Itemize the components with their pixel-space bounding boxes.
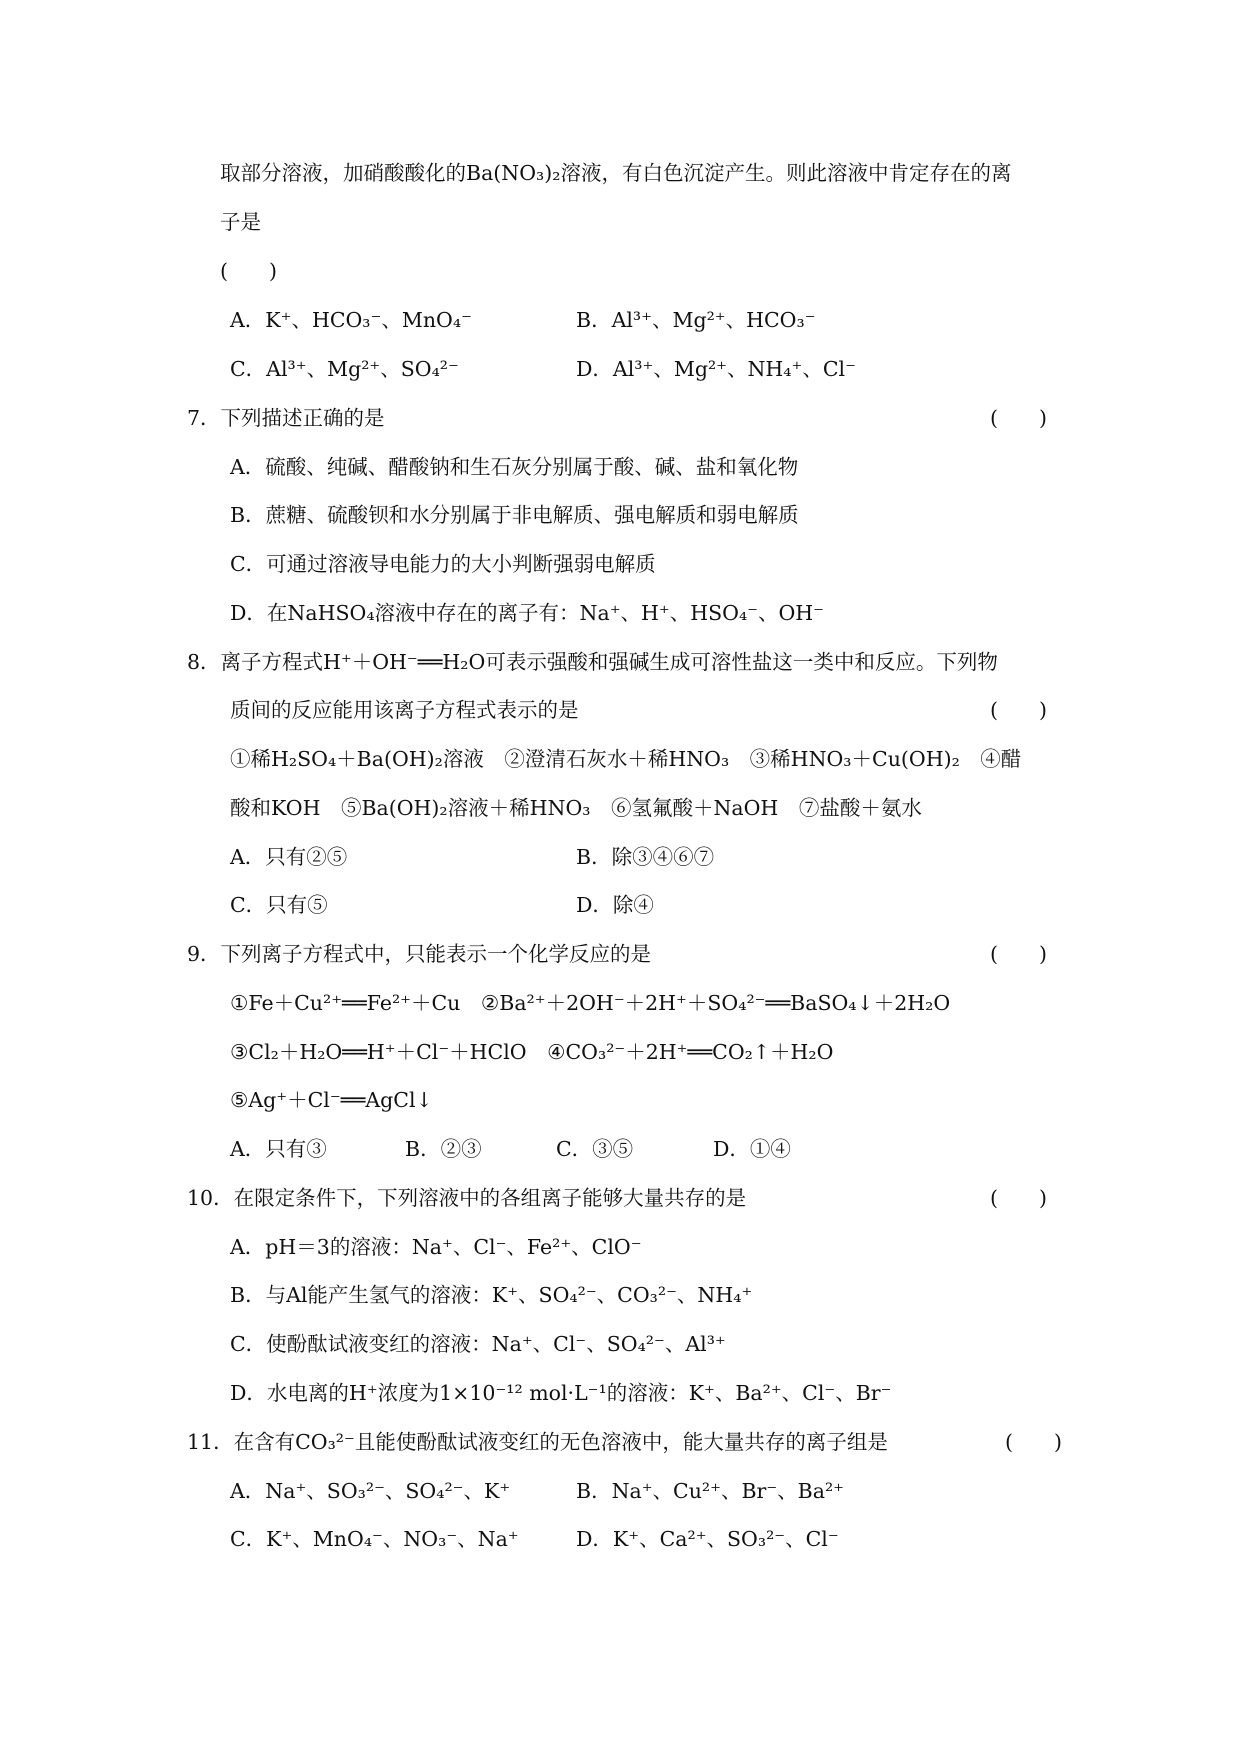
q10-option-d: D．水电离的H⁺浓度为1×10⁻¹² mol·L⁻¹的溶液：K⁺、Ba²⁺、Cl⁻、Br⁻ [230,1381,892,1405]
q9-items-line3: ⑤Ag⁺＋Cl⁻══AgCl↓ [230,1088,433,1112]
q9-items-line2: ③Cl₂＋H₂O══H⁺＋Cl⁻＋HClO ④CO₃²⁻＋2H⁺══CO₂↑＋H₂O [230,1040,834,1064]
q7-option-d: D．在NaHSO₄溶液中存在的离子有：Na⁺、H⁺、HSO₄⁻、OH⁻ [230,601,824,625]
q11-option-a: A．Na⁺、SO₃²⁻、SO₄²⁻、K⁺ [230,1479,511,1503]
q8-items-line2: 酸和KOH ⑤Ba(OH)₂溶液＋稀HNO₃ ⑥氢氟酸＋NaOH ⑦盐酸＋氨水 [230,796,922,820]
q9-option-d: D．①④ [713,1137,791,1161]
q6-option-d: D．Al³⁺、Mg²⁺、NH₄⁺、Cl⁻ [576,357,856,381]
q8-option-c: C．只有⑤ [230,893,328,917]
q9-option-a: A．只有③ [230,1137,327,1161]
q11-option-b: B．Na⁺、Cu²⁺、Br⁻、Ba²⁺ [576,1479,844,1503]
q8-option-b: B．除③④⑥⑦ [576,845,715,869]
q7-answer-bracket: ( ) [990,406,1047,430]
q7-stem: 7．下列描述正确的是 [187,406,385,430]
q11-answer-bracket: ( ) [1005,1430,1062,1454]
q11-option-c: C．K⁺、MnO₄⁻、NO₃⁻、Na⁺ [230,1527,519,1551]
q7-option-b: B．蔗糖、硫酸钡和水分别属于非电解质、强电解质和弱电解质 [230,503,799,527]
q10-option-a: A．pH＝3的溶液：Na⁺、Cl⁻、Fe²⁺、ClO⁻ [230,1235,642,1259]
q10-stem: 10．在限定条件下，下列溶液中的各组离子能够大量共存的是 [187,1186,747,1210]
q8-option-d: D．除④ [576,893,654,917]
q6-option-c: C．Al³⁺、Mg²⁺、SO₄²⁻ [230,357,459,381]
q6-option-b: B．Al³⁺、Mg²⁺、HCO₃⁻ [576,308,816,332]
q9-stem: 9．下列离子方程式中，只能表示一个化学反应的是 [187,942,652,966]
q9-option-b: B．②③ [405,1137,482,1161]
q6-stem-line2: 子是 [220,210,261,234]
q6-answer-bracket: ( ) [220,259,277,283]
q6-option-a: A．K⁺、HCO₃⁻、MnO₄⁻ [230,308,472,332]
q11-stem: 11．在含有CO₃²⁻且能使酚酞试液变红的无色溶液中，能大量共存的离子组是 [187,1430,888,1454]
q9-items-line1: ①Fe＋Cu²⁺══Fe²⁺＋Cu ②Ba²⁺＋2OH⁻＋2H⁺＋SO₄²⁻══BaSO₄↓＋2H₂O [230,991,951,1015]
q9-answer-bracket: ( ) [990,942,1047,966]
q7-option-c: C．可通过溶液导电能力的大小判断强弱电解质 [230,552,656,576]
q7-option-a: A．硫酸、纯碱、醋酸钠和生石灰分别属于酸、碱、盐和氧化物 [230,455,799,479]
q10-option-c: C．使酚酞试液变红的溶液：Na⁺、Cl⁻、SO₄²⁻、Al³⁺ [230,1332,726,1356]
q10-option-b: B．与Al能产生氢气的溶液：K⁺、SO₄²⁻、CO₃²⁻、NH₄⁺ [230,1283,753,1307]
q9-option-c: C．③⑤ [556,1137,634,1161]
q10-answer-bracket: ( ) [990,1186,1047,1210]
q8-stem-line2: 质间的反应能用该离子方程式表示的是 [230,698,579,722]
q11-option-d: D．K⁺、Ca²⁺、SO₃²⁻、Cl⁻ [576,1527,839,1551]
q8-answer-bracket: ( ) [990,698,1047,722]
q8-option-a: A．只有②⑤ [230,845,348,869]
q8-stem-line1: 8．离子方程式H⁺＋OH⁻══H₂O可表示强酸和强碱生成可溶性盐这一类中和反应。下列物 [187,650,998,674]
q6-stem-line1: 取部分溶液，加硝酸酸化的Ba(NO₃)₂溶液，有白色沉淀产生。则此溶液中肯定存在的离 [220,161,1012,185]
q8-items-line1: ①稀H₂SO₄＋Ba(OH)₂溶液 ②澄清石灰水＋稀HNO₃ ③稀HNO₃＋Cu(OH)₂ ④醋 [230,747,1022,771]
